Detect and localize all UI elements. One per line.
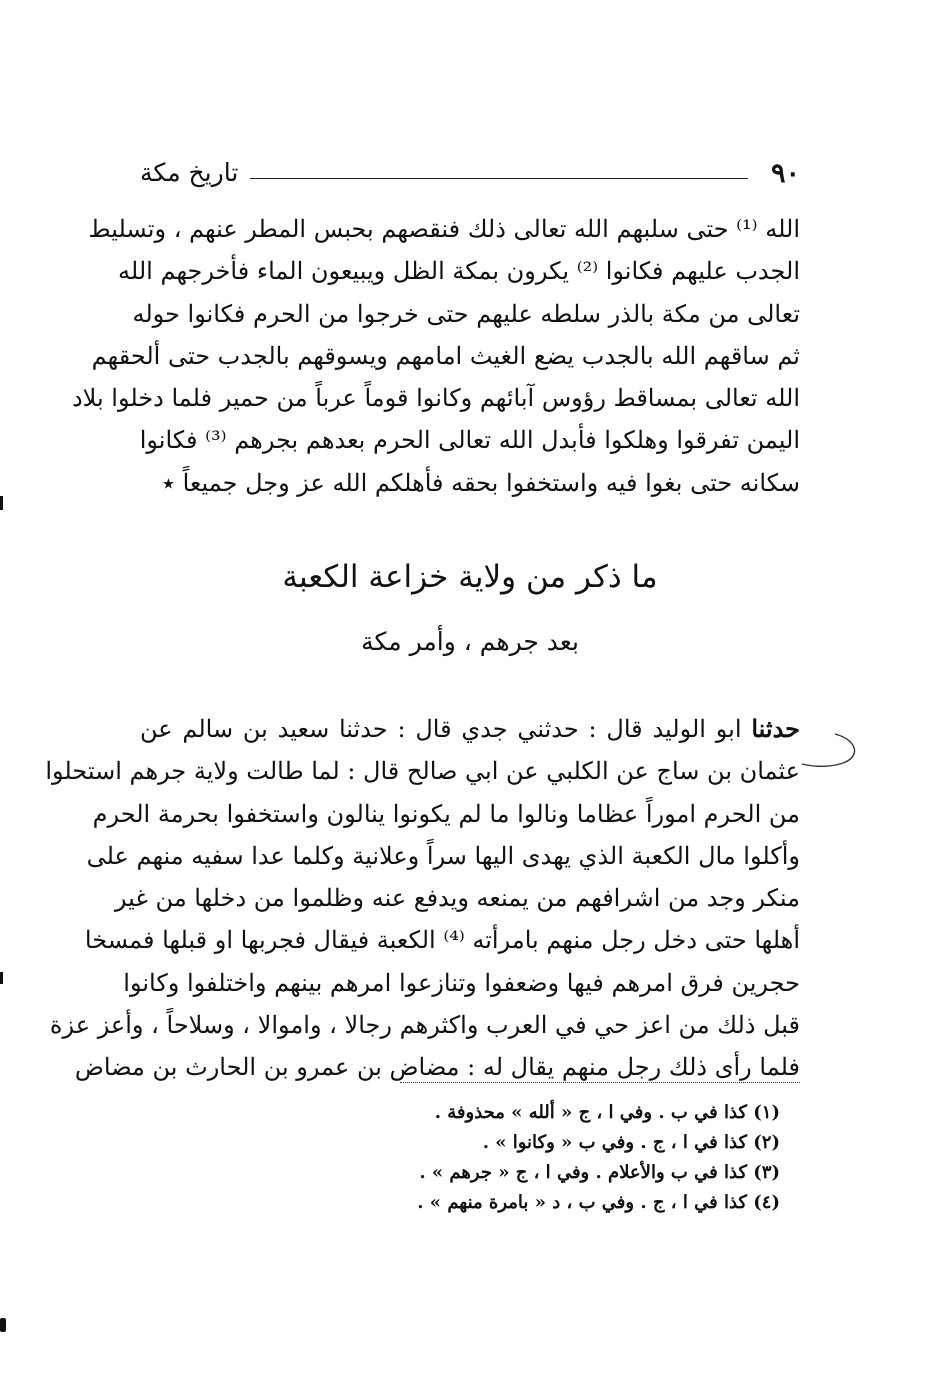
text-line: الجدب عليهم فكانوا ⁽²⁾ يكرون بمكة الظل ويبيعون الماء فأخرجهم الله [118,257,800,286]
first-line-text: ابو الوليد قال : حدثني جدي قال : حدثنا سعيد بن سالم عن [140,715,752,743]
text-line: منكر وجد من اشرافهم من يمنعه ويدفع عنه وظلموا من دخلها من غير [114,884,800,913]
scan-artifact [0,972,3,984]
text-line: قبل ذلك من اعز حي في العرب واكثرهم رجالا ، واموالا ، وسلاحاً ، وأعز عزة [49,1011,800,1040]
text-line: أهلها حتى دخل رجل منهم بامرأته ⁽⁴⁾ الكعبة فيقال فجربها او قبلها فمسخا [84,926,800,955]
text-line: وأكلوا مال الكعبة الذي يهدى اليها سراً وعلانية وكلما عدا سفيه منهم على [86,841,800,870]
text-line-first [140,708,800,750]
text-line: حجرين فرق امرهم فيها وضعفوا وتنازعوا امرهم بينهم واختلفوا وكانوا [123,968,800,997]
footnote: (٢) كذا في ا ، ج . وفي ب « وكانوا » . [482,1132,780,1153]
header-rule [250,178,748,179]
text-line: اليمن تفرقوا وهلكوا فأبدل الله تعالى الحرم بعدهم بجرهم ⁽³⁾ فكانوا [139,426,800,455]
lead-word: حدثنا [751,714,800,743]
paragraph-1 [71,208,800,504]
text-line: من الحرم اموراً عظاما ونالوا ما لم يكونوا ينالون واستخفوا بحرمة الحرم [92,799,800,828]
footnotes [360,1098,780,1218]
margin-pencil-mark [800,730,860,770]
page-header [140,158,800,194]
page-number: ٩٠ [770,158,800,189]
text-line: فلما رأى ذلك رجل منهم يقال له : مضاض بن عمرو بن الحارث بن مضاض [74,1053,800,1082]
text-line: سكانه حتى بغوا فيه واستخفوا بحقه فأهلكم الله عز وجل جميعاً ٭ [161,468,800,497]
section-title: ما ذكر من ولاية خزاعة الكعبة [282,559,658,595]
text-line: تعالى من مكة بالذر سلطه عليهم حتى خرجوا من الحرم فكانوا حوله [132,299,800,328]
running-title: تاريخ مكة [140,158,239,187]
footnote: (٤) كذا في ا ، ج . وفي ب ، د « بامرة منهم » . [417,1192,780,1213]
scan-artifact [0,1318,6,1332]
text-line: الله تعالى بمساقط رؤوس آبائهم وكانوا قوماً عرباً من حمير فلما دخلوا بلاد [71,384,800,413]
footnote: (١) كذا في ب . وفي ا ، ج « ألله » محذوفة . [434,1102,780,1123]
paragraph-2 [45,708,800,1089]
footnote-separator [400,1082,800,1083]
scan-artifact [0,496,3,510]
section-subtitle: بعد جرهم ، وأمر مكة [361,627,579,656]
text-line: ثم ساقهم الله بالجدب يضع الغيث امامهم ويسوقهم بالجدب حتى ألحقهم [91,341,800,370]
footnote: (٣) كذا في ب والأعلام . وفي ا ، ج « جرهم » . [419,1162,780,1183]
text-line: الله ⁽¹⁾ حتى سلبهم الله تعالى ذلك فنقصهم بحبس المطر عنهم ، وتسليط [88,215,800,243]
text-line: عثمان بن ساج عن الكلبي عن ابي صالح قال : لما طالت ولاية جرهم استحلوا [45,757,800,786]
